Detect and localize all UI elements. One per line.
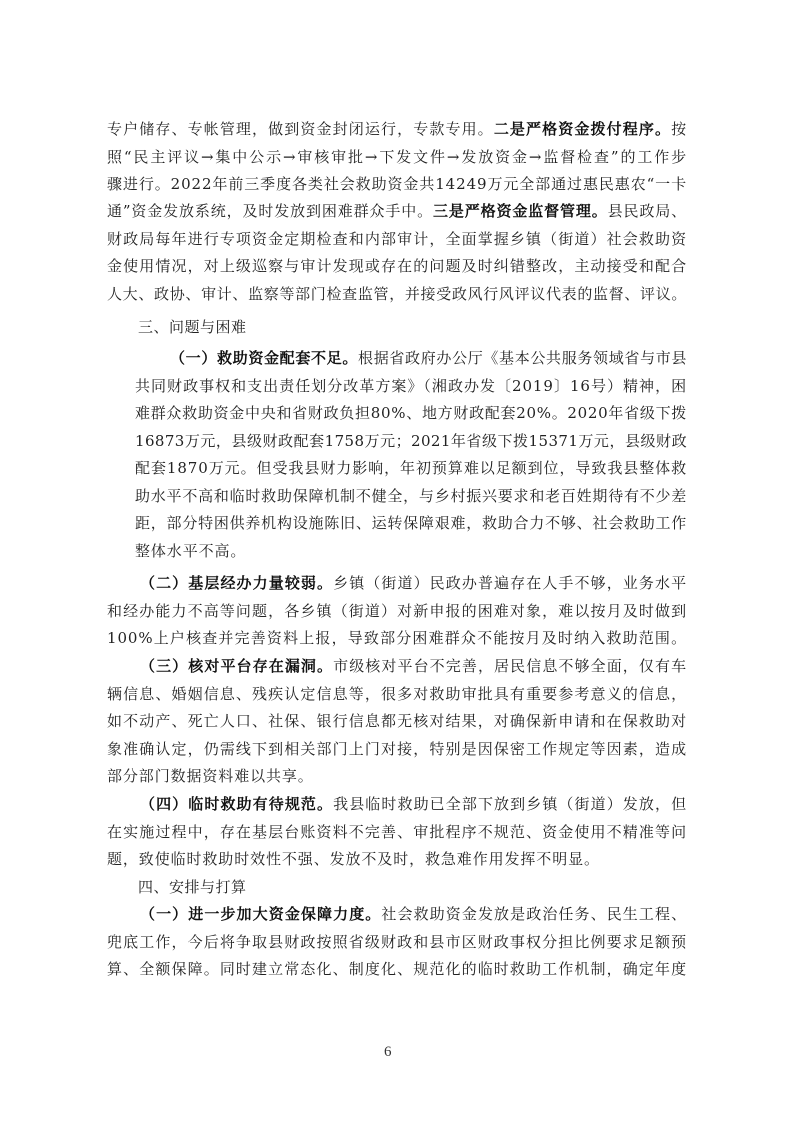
text-line [107, 230, 687, 248]
bold-lead-text: （一）救助资金配套不足。 [170, 349, 359, 367]
body-text: 16873万元，县级财政配套1758万元；2021年省级下拨15371万元，县级财政 [135, 432, 687, 450]
bold-lead-text: （一）进一步加大资金保障力度。 [140, 905, 382, 923]
body-text: 100%上户核查并完善资料上报，导致部分困难群众不能按月及时纳入救助范围。 [107, 629, 687, 647]
text-line [135, 487, 687, 505]
section-heading [138, 878, 247, 896]
heading-text: 三、问题与困难 [138, 318, 247, 336]
body-text: 市级核对平台不完善，居民信息不够全面，仅有车 [333, 657, 687, 675]
text-line [107, 285, 687, 303]
text-line [135, 514, 687, 532]
heading-text: 四、安排与打算 [138, 878, 247, 896]
text-line [135, 542, 246, 560]
section-heading [138, 318, 247, 336]
text-line [135, 459, 687, 477]
text-line [107, 933, 687, 951]
text-line [140, 905, 687, 923]
body-text: 财政局每年进行专项资金定期检查和内部审计，全面掌握乡镇（街道）社会救助资 [107, 230, 687, 248]
body-text: 金使用情况，对上级巡察与审计发现或存在的问题及时纠错整改，主动接受和配合 [107, 257, 687, 275]
text-line [107, 257, 687, 275]
text-line [140, 657, 687, 675]
body-text: 辆信息、婚姻信息、残疾认定信息等，很多对救助审批具有重要参考意义的信息， [107, 685, 687, 703]
text-line [107, 767, 314, 785]
body-text: 专户储存、专帐管理，做到资金封闭运行，专款专用。 [107, 120, 494, 138]
text-line [170, 349, 687, 367]
body-text: 人大、政协、审计、监察等部门检查监管，并接受政风行风评议代表的监督、评议。 [107, 285, 687, 303]
text-line [107, 175, 687, 193]
page-number: 6 [384, 1044, 392, 1060]
text-line [107, 629, 687, 647]
text-line [107, 740, 687, 758]
body-text: 题，致使临时救助时效性不强、发放不及时，救急难作用发挥不明显。 [107, 850, 600, 868]
bold-lead-text: （三）核对平台存在漏洞。 [140, 657, 334, 675]
body-text: 象准确认定，仍需线下到相关部门上门对接，特别是因保密工作规定等因素，造成 [107, 740, 687, 758]
body-text: 县民政局、 [607, 202, 687, 220]
text-line [135, 377, 687, 395]
body-text: 共同财政事权和支出责任划分改革方案》（湘政办发〔2019〕16号）精神，困 [135, 377, 687, 395]
text-line [107, 712, 687, 730]
text-line [107, 823, 687, 841]
body-text: 距，部分特困供养机构设施陈旧、运转保障艰难，救助合力不够、社会救助工作 [135, 514, 687, 532]
body-text: 照“民主评议→集中公示→审核审批→下发文件→发放资金→监督检查”的工作步 [107, 148, 687, 166]
body-text: 按 [671, 120, 688, 138]
body-text: 配套1870万元。但受我县财力影响，年初预算难以足额到位，导致我县整体救 [135, 459, 687, 477]
body-text: 整体水平不高。 [135, 542, 247, 560]
text-line [107, 685, 687, 703]
text-line [135, 404, 687, 422]
text-line [140, 795, 687, 813]
body-text: 算、全额保障。同时建立常态化、制度化、规范化的临时救助工作机制，确定年度 [107, 960, 687, 978]
body-text: 我县临时救助已全部下放到乡镇（街道）发放，但 [333, 795, 687, 813]
text-line [107, 602, 687, 620]
body-text: 部分部门数据资料难以共享。 [107, 767, 314, 785]
text-line [107, 148, 687, 166]
body-text: 通”资金发放系统，及时发放到困难群众手中。 [107, 202, 434, 220]
body-text: 兜底工作，今后将争取县财政按照省级财政和县市区财政事权分担比例要求足额预 [107, 933, 687, 951]
body-text: 助水平不高和临时救助保障机制不健全，与乡村振兴要求和老百姓期待有不少差 [135, 487, 687, 505]
body-text: 在实施过程中，存在基层台账资料不完善、审批程序不规范、资金使用不精准等问 [107, 823, 687, 841]
bold-lead-text: 三是严格资金监督管理。 [433, 202, 608, 220]
bold-lead-text: 二是严格资金拨付程序。 [493, 120, 672, 138]
text-line [140, 574, 687, 592]
body-text: 社会救助资金发放是政治任务、民生工程、 [381, 905, 687, 923]
body-text: 骤进行。2022年前三季度各类社会救助资金共14249万元全部通过惠民惠农“一卡 [107, 175, 687, 193]
body-text: 和经办能力不高等问题，各乡镇（街道）对新申报的困难对象，难以按月及时做到 [107, 602, 687, 620]
text-line [135, 432, 687, 450]
body-text: 乡镇（街道）民政办普遍存在人手不够，业务水平 [333, 574, 687, 592]
body-text: 根据省政府办公厅《基本公共服务领域省与市县 [358, 349, 688, 367]
bold-lead-text: （二）基层经办力量较弱。 [140, 574, 334, 592]
text-line [107, 850, 600, 868]
text-line [107, 960, 687, 978]
body-text: 如不动产、死亡人口、社保、银行信息都无核对结果，对确保新申请和在保救助对 [107, 712, 687, 730]
bold-lead-text: （四）临时救助有待规范。 [140, 795, 334, 813]
text-line [107, 202, 687, 220]
body-text: 难群众救助资金中央和省财政负担80%、地方财政配套20%。2020年省级下拨 [135, 404, 687, 422]
text-line [107, 120, 687, 138]
